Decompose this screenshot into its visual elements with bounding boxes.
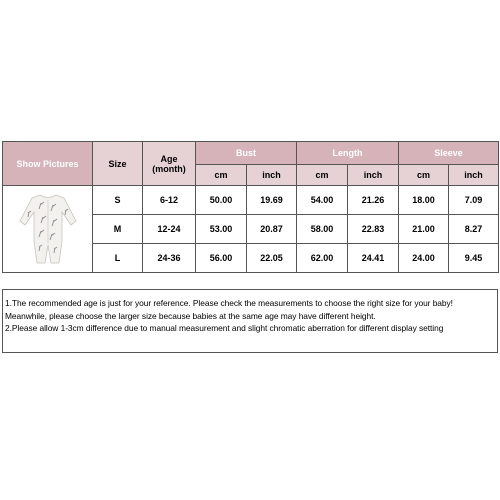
note-line-2: Meanwhile, please choose the larger size because babies at the same age may have different height. xyxy=(5,310,376,321)
cell-length-inch: 21.26 xyxy=(348,186,399,215)
cell-length-cm: 54.00 xyxy=(297,186,348,215)
subheader-sleeve-inch: inch xyxy=(449,165,499,186)
size-chart-table xyxy=(2,141,499,273)
subheader-length-inch: inch xyxy=(348,165,399,186)
cell-length-inch: 24.41 xyxy=(348,244,399,273)
note-line-1: 1.The recommended age is just for your reference. Please check the measurements to choose the right size for your baby! xyxy=(5,298,453,308)
cell-length-cm: 62.00 xyxy=(297,244,348,273)
header-bust: Bust xyxy=(196,142,297,165)
subheader-bust-cm: cm xyxy=(196,165,247,186)
table-header-row xyxy=(3,142,499,165)
cell-sleeve-cm: 21.00 xyxy=(399,215,449,244)
notes-box xyxy=(2,289,498,353)
cell-age: 12-24 xyxy=(143,215,196,244)
baby-romper-icon xyxy=(18,191,78,267)
cell-sleeve-cm: 18.00 xyxy=(399,186,449,215)
cell-sleeve-cm: 24.00 xyxy=(399,244,449,273)
header-age: Age (month) xyxy=(143,142,196,186)
header-sleeve: Sleeve xyxy=(399,142,499,165)
table-row xyxy=(3,186,499,215)
cell-bust-cm: 50.00 xyxy=(196,186,247,215)
header-show-pictures: Show Pictures xyxy=(3,142,93,186)
cell-size: L xyxy=(93,244,143,273)
cell-age: 6-12 xyxy=(143,186,196,215)
cell-length-inch: 22.83 xyxy=(348,215,399,244)
subheader-bust-inch: inch xyxy=(247,165,297,186)
cell-size: M xyxy=(93,215,143,244)
cell-length-cm: 58.00 xyxy=(297,215,348,244)
header-size: Size xyxy=(93,142,143,186)
cell-size: S xyxy=(93,186,143,215)
subheader-sleeve-cm: cm xyxy=(399,165,449,186)
subheader-length-cm: cm xyxy=(297,165,348,186)
header-length: Length xyxy=(297,142,399,165)
cell-age: 24-36 xyxy=(143,244,196,273)
note-line-3: 2.Please allow 1-3cm difference due to manual measurement and slight chromatic aberration for different display setting xyxy=(5,323,444,333)
cell-bust-inch: 19.69 xyxy=(247,186,297,215)
cell-bust-cm: 53.00 xyxy=(196,215,247,244)
cell-bust-cm: 56.00 xyxy=(196,244,247,273)
cell-sleeve-inch: 7.09 xyxy=(449,186,499,215)
cell-bust-inch: 22.05 xyxy=(247,244,297,273)
cell-sleeve-inch: 8.27 xyxy=(449,215,499,244)
cell-bust-inch: 20.87 xyxy=(247,215,297,244)
cell-sleeve-inch: 9.45 xyxy=(449,244,499,273)
product-picture-cell xyxy=(3,186,93,273)
